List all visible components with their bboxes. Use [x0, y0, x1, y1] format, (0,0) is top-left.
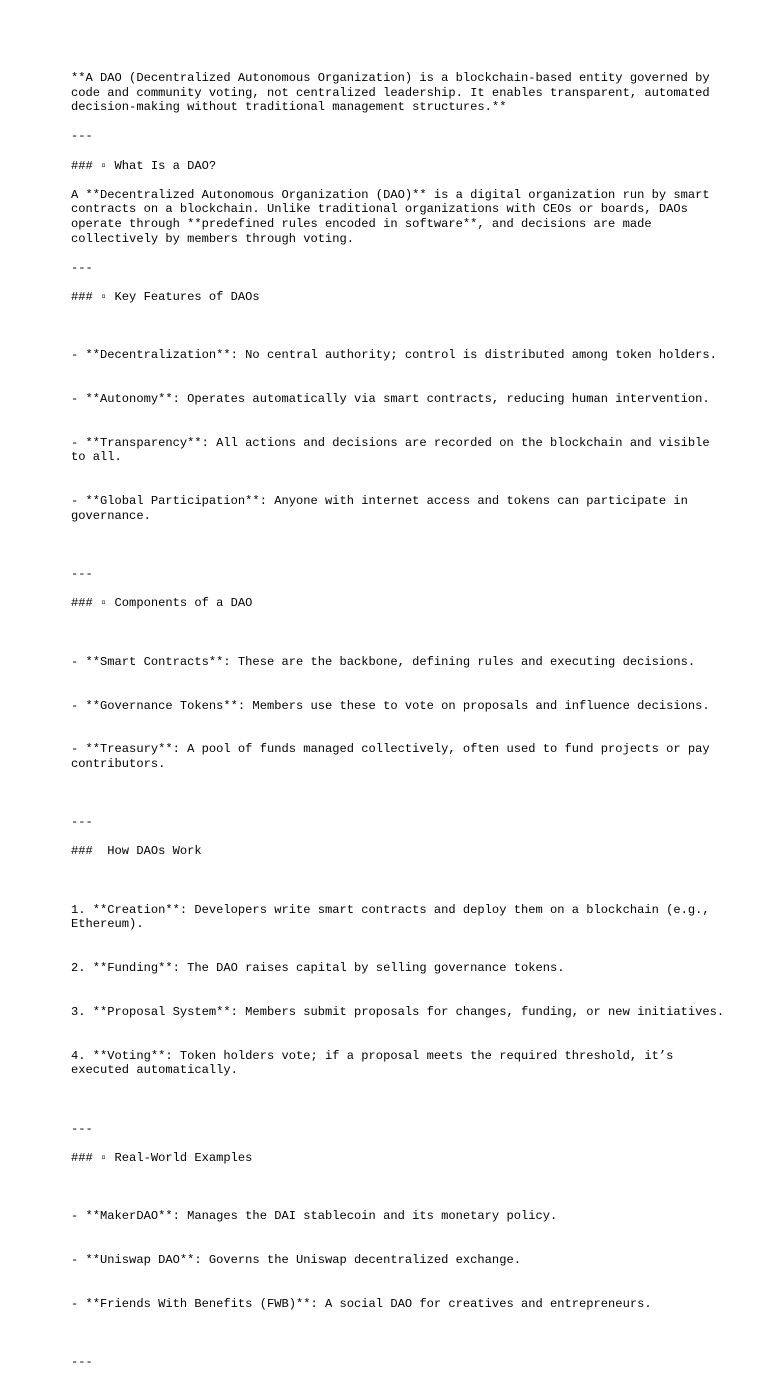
list-item: - **Friends With Benefits (FWB)**: A social DAO for creatives and entrepreneurs. — [71, 1296, 652, 1311]
list-item: - **Governance Tokens**: Members use these to vote on proposals and influence decisions. — [71, 698, 710, 713]
list-item: - **Global Participation**: Anyone with internet access and tokens can participate in governance. — [71, 494, 696, 523]
list-item: 1. **Creation**: Developers write smart contracts and deploy them on a blockchain (e.g., Ethereum). — [71, 902, 717, 932]
how-daos-work-list — [71, 874, 731, 1108]
list-item: 2. **Funding**: The DAO raises capital by selling governance tokens. — [71, 961, 565, 976]
horizontal-rule: --- — [71, 129, 93, 144]
heading-key-features: ### ▫ Key Features of DAOs — [71, 289, 260, 304]
list-item: 4. **Voting**: Token holders vote; if a proposal meets the required threshold, it’s executed automatically. — [71, 1048, 681, 1078]
list-item: - **Treasury**: A pool of funds managed collectively, often used to fund projects or pay contributors. — [71, 742, 717, 771]
list-item: - **MakerDAO**: Manages the DAI stablecoin and its monetary policy. — [71, 1209, 558, 1224]
list-item: - **Autonomy**: Operates automatically via smart contracts, reducing human intervention. — [71, 392, 710, 407]
heading-real-world-examples: ### ▫ Real-World Examples — [71, 1150, 253, 1165]
horizontal-rule: --- — [71, 260, 93, 275]
list-item: - **Smart Contracts**: These are the backbone, defining rules and executing decisions. — [71, 654, 696, 669]
horizontal-rule: --- — [71, 567, 93, 582]
heading-components: ### ▫ Components of a DAO — [71, 596, 253, 611]
list-item: - **Uniswap DAO**: Governs the Uniswap decentralized exchange. — [71, 1253, 521, 1268]
horizontal-rule: --- — [71, 815, 93, 830]
horizontal-rule: --- — [71, 1355, 93, 1370]
intro-paragraph: **A DAO (Decentralized Autonomous Organization) is a blockchain-based entity governed by code and community voting, not centralized leadership. It enables transparent, automated decision-making without traditional management structures.** — [71, 71, 717, 115]
list-item: - **Decentralization**: No central authority; control is distributed among token holders. — [71, 348, 717, 363]
heading-how-daos-work: ### How DAOs Work — [71, 844, 202, 859]
examples-list — [71, 1180, 731, 1341]
list-item: - **Transparency**: All actions and decisions are recorded on the blockchain and visible to all. — [71, 435, 717, 465]
horizontal-rule: --- — [71, 1121, 93, 1136]
heading-what-is-dao: ### ▫ What Is a DAO? — [71, 158, 217, 173]
list-item: 3. **Proposal System**: Members submit proposals for changes, funding, or new initiatives. — [71, 1005, 725, 1019]
what-is-dao-paragraph: A **Decentralized Autonomous Organization (DAO)** is a digital organization run by smart contracts on a blockchain. Unlike traditional organizations with CEOs or boards, DAOs operate through **predefined rules encoded in software**, and decisions are made collectively by members through voting. — [71, 187, 717, 246]
key-features-list — [71, 319, 731, 553]
components-list — [71, 626, 731, 801]
document-page — [71, 71, 731, 1384]
